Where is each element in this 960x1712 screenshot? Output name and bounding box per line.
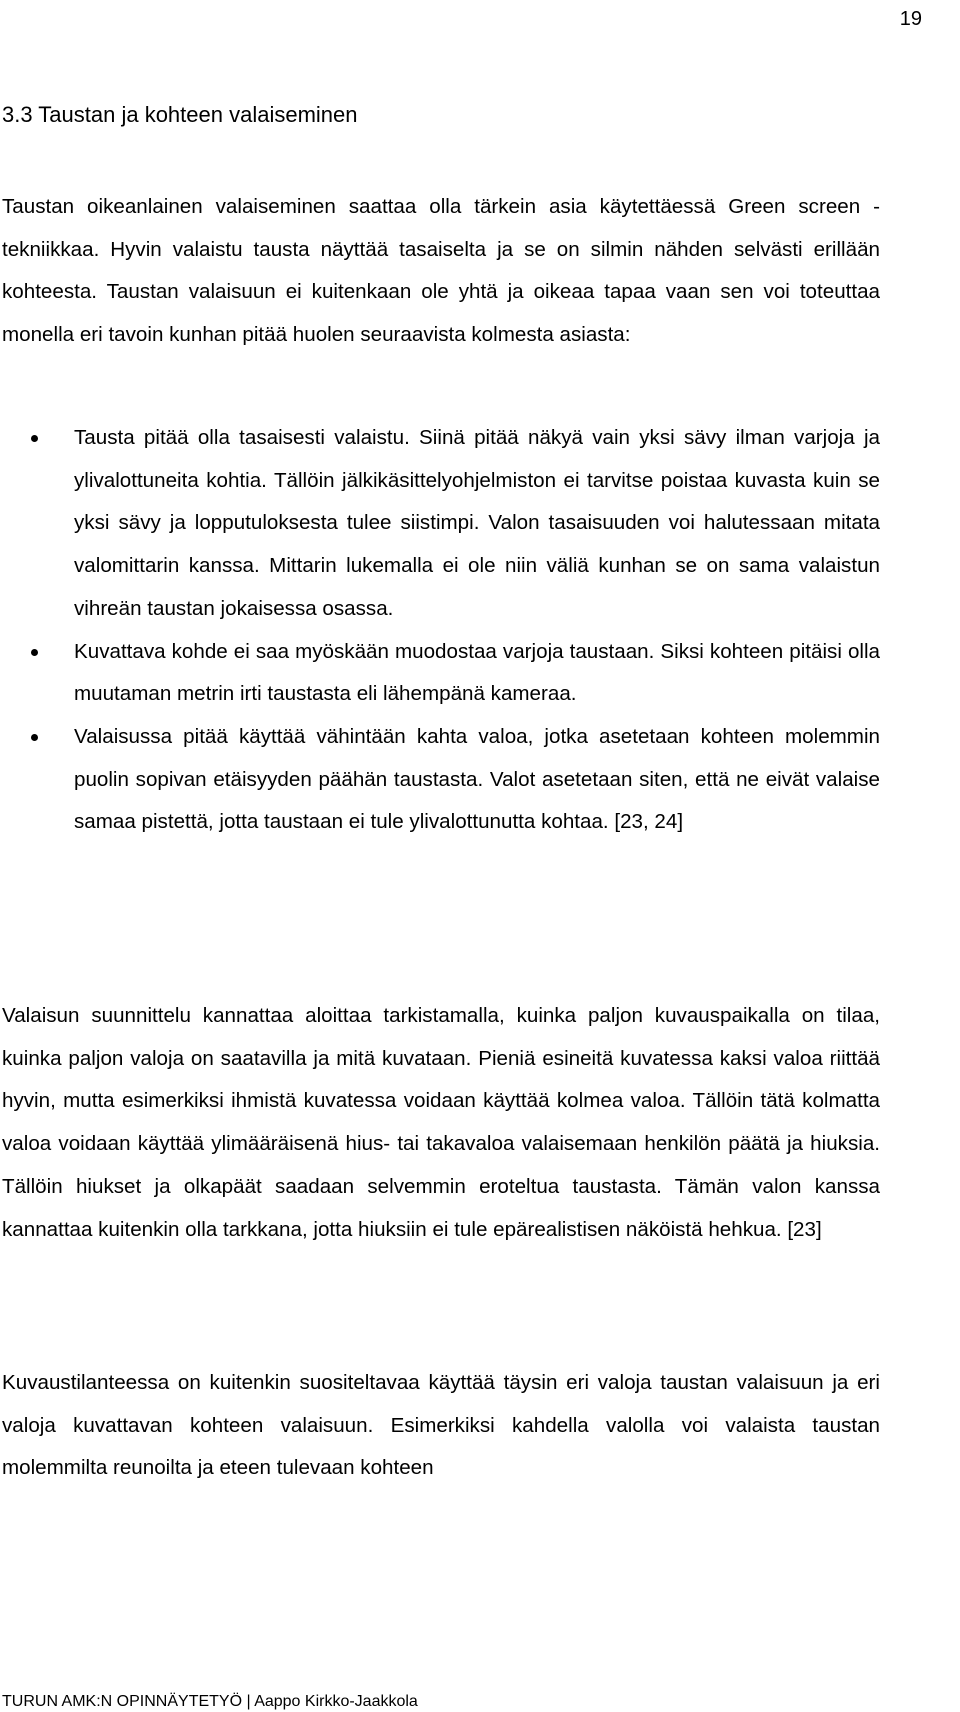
bullet-item (0, 716, 880, 844)
bullet-list (0, 417, 880, 844)
section-heading: 3.3 Taustan ja kohteen valaiseminen (2, 102, 358, 127)
bullet-item (0, 631, 880, 716)
page-number: 19 (899, 8, 922, 30)
bullet-item (0, 417, 880, 631)
bullet-dot-icon (31, 649, 38, 656)
bullet-text: Kuvattava kohde ei saa myöskään muodostaa varjoja taustaan. Siksi kohteen pitäisi olla muutaman metrin irti taustasta eli lähempänä kameraa. (74, 639, 880, 706)
paragraph-planning: Valaisun suunnittelu kannattaa aloittaa tarkistamalla, kuinka paljon kuvauspaikalla on tilaa, kuinka paljon valoja on saatavilla ja mitä kuvataan. Pieniä esineitä kuvatessa kaksi valoa riittää hyvin, mutta esimerkiksi ihmistä kuvatessa voidaan käyttää kolmea valoa. Tällöin tätä kolmatta valoa voidaan käyttää ylimääräisenä hius- tai takavaloa valaisemaan henkilön päätä ja hiuksia. Tällöin hiukset ja olkapäät saadaan selvemmin eroteltua taustasta. Tämän valon kanssa kannattaa kuitenkin olla tarkkana, jotta hiuksiin ei tule epärealistisen näköistä hehkua. [23] (2, 1004, 880, 1241)
bullet-text: Valaisussa pitää käyttää vähintään kahta valoa, jotka asetetaan kohteen molemmin puolin sopivan etäisyyden päähän taustasta. Valot asetetaan siten, että ne eivät valaise samaa pistettä, jotta taustaan ei tule ylivalottunutta kohtaa. [23, 24] (74, 724, 880, 834)
paragraph-recommendation: Kuvaustilanteessa on kuitenkin suositeltavaa käyttää täysin eri valoja taustan valaisuun ja eri valoja kuvattavan kohteen valaisuun. Esimerkiksi kahdella valolla voi valaista taustan molemmilta reunoilta ja eteen tulevaan kohteen (2, 1371, 880, 1480)
bullet-dot-icon (31, 435, 38, 442)
bullet-dot-icon (31, 734, 38, 741)
page-footer: TURUN AMK:N OPINNÄYTETYÖ | Aappo Kirkko-Jaakkola (2, 1693, 418, 1710)
bullet-text: Tausta pitää olla tasaisesti valaistu. Siinä pitää näkyä vain yksi sävy ilman varjoja ja ylivalottuneita kohtia. Tällöin jälkikäsittelyohjelmiston ei tarvitse poistaa kuvasta kuin se yksi sävy ja lopputuloksesta tulee siistimpi. Valon tasaisuuden voi halutessaan mitata valomittarin kanssa. Mittarin lukemalla ei ole niin väliä kunhan se on sama valaistun vihreän taustan jokaisessa osassa. (74, 426, 880, 620)
paragraph-intro: Taustan oikeanlainen valaiseminen saattaa olla tärkein asia käytettäessä Green screen -tekniikkaa. Hyvin valaistu tausta näyttää tasaiselta ja se on silmin nähden selvästi erillään kohteesta. Taustan valaisuun ei kuitenkaan ole yhtä ja oikeaa tapaa vaan sen voi toteuttaa monella eri tavoin kunhan pitää huolen seuraavista kolmesta asiasta: (2, 195, 880, 347)
